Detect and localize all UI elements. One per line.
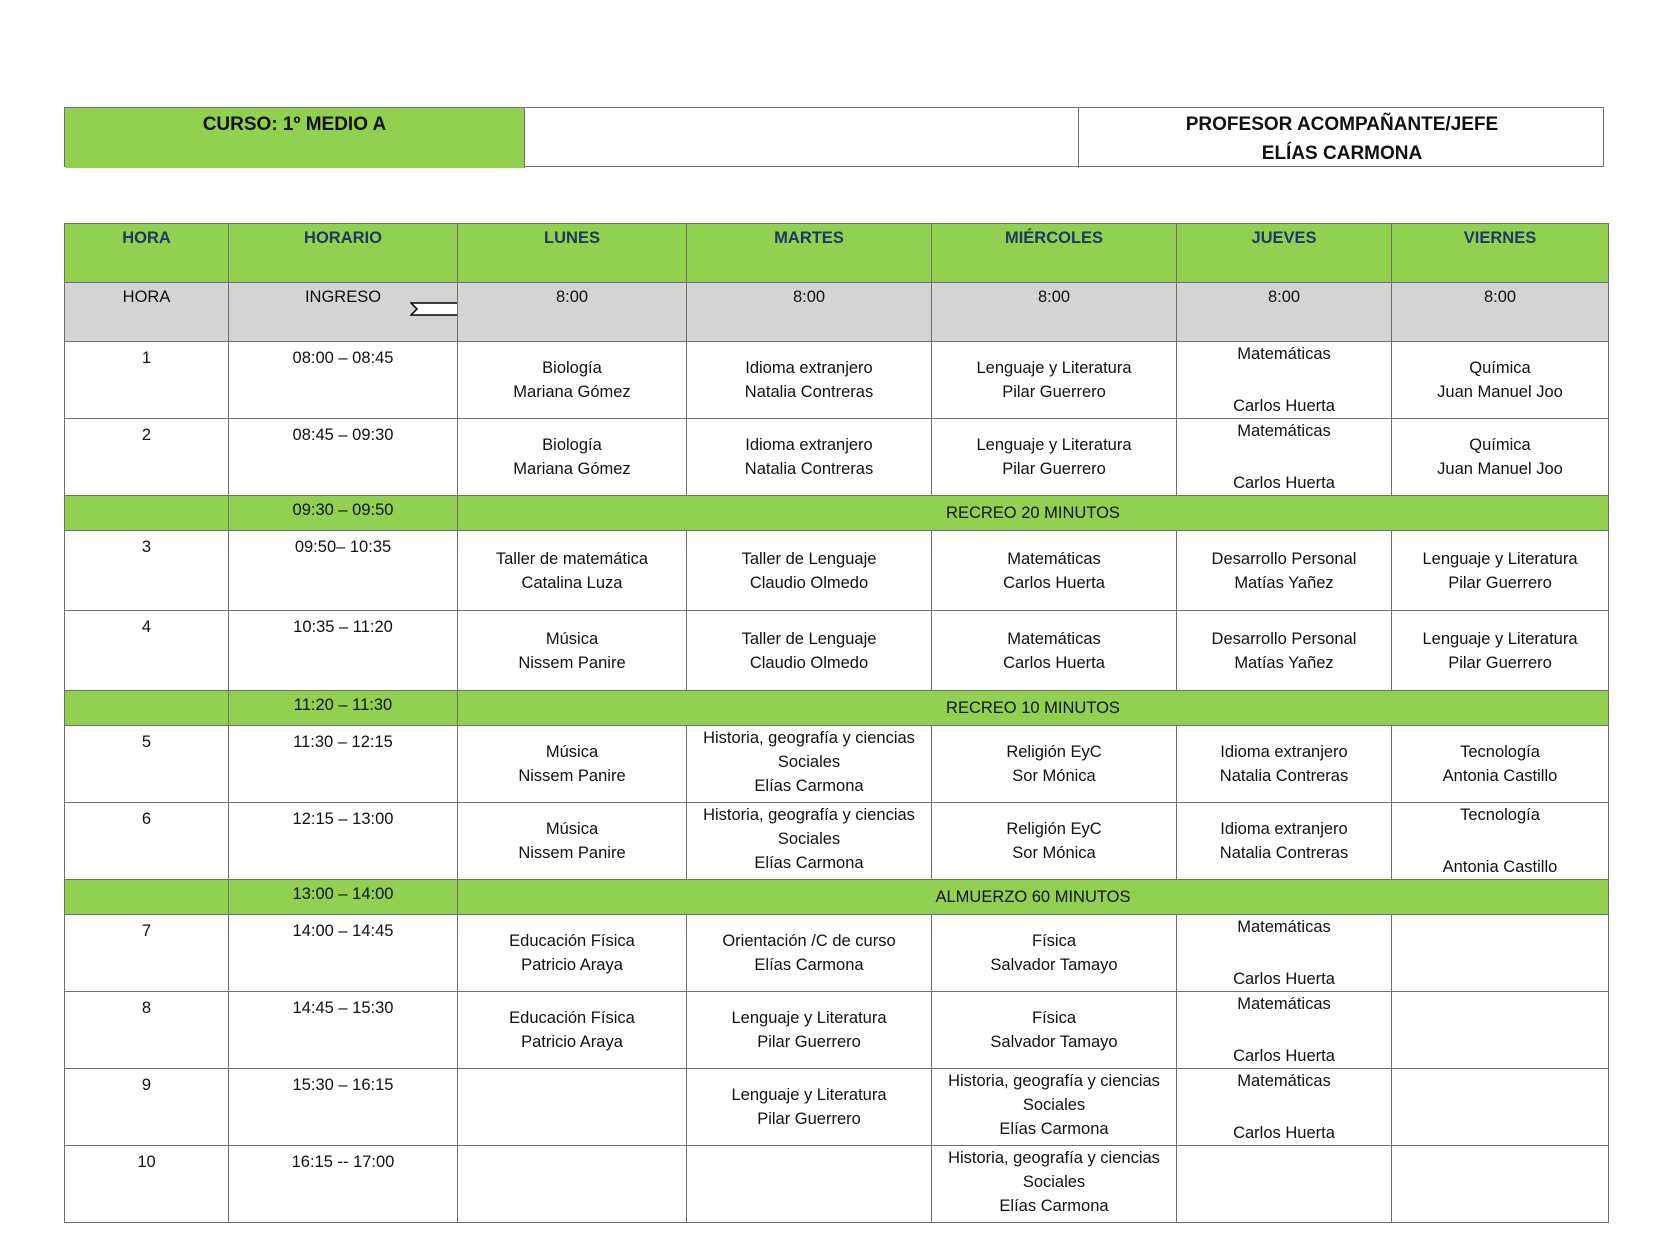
subject-name: Lenguaje y Literatura xyxy=(731,1009,887,1027)
teacher-name: Mariana Gómez xyxy=(513,460,631,478)
class-cell-lunes xyxy=(458,803,687,880)
class-cell-martes xyxy=(687,611,932,691)
teacher-name: Nissem Panire xyxy=(518,653,626,672)
period-time: 08:00 – 08:45 xyxy=(229,342,458,419)
ingreso-time-martes: 8:00 xyxy=(687,283,932,342)
recess-row xyxy=(65,880,1609,915)
recess-time: 09:30 – 09:50 xyxy=(229,496,458,531)
teacher-name: Carlos Huerta xyxy=(1233,1047,1335,1065)
class-cell-jueves xyxy=(1177,611,1392,691)
teacher-name: Mariana Gómez xyxy=(513,383,631,401)
teacher-name: Patricio Araya xyxy=(521,956,623,974)
class-cell-miercoles xyxy=(932,803,1177,880)
col-header-lunes: LUNES xyxy=(458,224,687,283)
teacher-name: Pilar Guerrero xyxy=(1002,383,1106,401)
class-cell-lunes xyxy=(458,419,687,496)
subject-name: Biología xyxy=(542,436,602,454)
col-header-viernes: VIERNES xyxy=(1392,224,1609,283)
subject-name: Música xyxy=(545,820,599,838)
teacher-name: Carlos Huerta xyxy=(1233,397,1335,415)
period-row xyxy=(65,419,1609,496)
class-cell-martes xyxy=(687,419,932,496)
period-time: 16:15 -- 17:00 xyxy=(229,1146,458,1223)
class-cell-martes xyxy=(687,992,932,1069)
period-time: 14:00 – 14:45 xyxy=(229,915,458,992)
schedule-table xyxy=(64,223,1609,1223)
ingreso-row xyxy=(65,283,1609,342)
teacher-name: Elías Carmona xyxy=(754,777,864,795)
class-cell-lunes xyxy=(458,726,687,803)
class-cell-miercoles xyxy=(932,342,1177,419)
class-cell-viernes xyxy=(1392,726,1609,803)
recess-hora-cell xyxy=(65,496,229,531)
class-cell-viernes xyxy=(1392,419,1609,496)
ingreso-time-viernes: 8:00 xyxy=(1392,283,1609,342)
teacher-name: Carlos Huerta xyxy=(1003,653,1105,672)
subject-name: Física xyxy=(1031,1009,1076,1027)
class-cell-jueves xyxy=(1177,992,1392,1069)
teacher-name: Elías Carmona xyxy=(754,956,864,974)
class-cell-martes xyxy=(687,726,932,803)
period-number: 3 xyxy=(65,531,229,611)
class-cell-viernes xyxy=(1392,611,1609,691)
ingreso-time-miercoles: 8:00 xyxy=(932,283,1177,342)
subject-name: Matemáticas xyxy=(1237,995,1331,1013)
subject-name: Lenguaje y Literatura xyxy=(1422,629,1578,648)
period-time: 10:35 – 11:20 xyxy=(229,611,458,691)
class-cell-miercoles xyxy=(932,992,1177,1069)
teacher-name: Antonia Castillo xyxy=(1442,767,1558,785)
class-cell-miercoles xyxy=(932,611,1177,691)
period-number: 10 xyxy=(65,1146,229,1223)
teacher-name: ELÍAS CARMONA xyxy=(1261,143,1423,164)
subject-name: Historia, geografía y ciencias xyxy=(703,806,915,824)
class-cell-lunes xyxy=(458,915,687,992)
period-time: 09:50– 10:35 xyxy=(229,531,458,611)
teacher-name: Juan Manuel Joo xyxy=(1437,460,1563,478)
subject-name: Lenguaje y Literatura xyxy=(976,436,1132,454)
class-cell-jueves xyxy=(1177,803,1392,880)
period-row xyxy=(65,915,1609,992)
teacher-name: Carlos Huerta xyxy=(1003,573,1105,592)
subject-name: Sociales xyxy=(1022,1173,1086,1191)
teacher-name: Patricio Araya xyxy=(521,1033,623,1051)
teacher-info xyxy=(1079,108,1605,168)
subject-name: Biología xyxy=(542,359,602,377)
subject-name: Matemáticas xyxy=(1237,1072,1331,1090)
ingreso-time-lunes: 8:00 xyxy=(458,283,687,342)
teacher-name: Sor Mónica xyxy=(1012,844,1096,862)
period-time: 14:45 – 15:30 xyxy=(229,992,458,1069)
teacher-name: Nissem Panire xyxy=(518,767,626,785)
subject-name: Educación Física xyxy=(509,1009,635,1027)
subject-name: Química xyxy=(1469,436,1531,454)
class-cell-martes xyxy=(687,1069,932,1146)
teacher-name: Pilar Guerrero xyxy=(1448,573,1552,592)
class-cell-lunes xyxy=(458,342,687,419)
subject-name: Matemáticas xyxy=(1237,918,1331,936)
recess-row xyxy=(65,691,1609,726)
col-header-miercoles: MIÉRCOLES xyxy=(932,224,1177,283)
teacher-name: Juan Manuel Joo xyxy=(1437,383,1563,401)
col-header-martes: MARTES xyxy=(687,224,932,283)
teacher-name: Matías Yañez xyxy=(1234,573,1334,592)
teacher-name: Matías Yañez xyxy=(1234,653,1334,672)
ingreso-hora: HORA xyxy=(65,283,229,342)
class-cell-jueves xyxy=(1177,1069,1392,1146)
recess-time: 11:20 – 11:30 xyxy=(229,691,458,726)
class-cell-viernes xyxy=(1392,531,1609,611)
subject-name: Tecnología xyxy=(1460,806,1540,824)
subject-name: Tecnología xyxy=(1460,743,1540,761)
subject-name: Música xyxy=(545,743,599,761)
recess-label: ALMUERZO 60 MINUTOS xyxy=(458,880,1609,915)
class-cell-lunes xyxy=(458,611,687,691)
subject-name: Historia, geografía y ciencias xyxy=(703,729,915,747)
recess-hora-cell xyxy=(65,880,229,915)
subject-name: Taller de Lenguaje xyxy=(741,549,877,568)
teacher-title: PROFESOR ACOMPAÑANTE/JEFE xyxy=(1185,114,1499,135)
period-row xyxy=(65,726,1609,803)
subject-name: Matemáticas xyxy=(1237,422,1331,440)
teacher-name: Elías Carmona xyxy=(999,1197,1109,1215)
teacher-name: Antonia Castillo xyxy=(1442,858,1558,876)
subject-name: Química xyxy=(1469,359,1531,377)
period-number: 4 xyxy=(65,611,229,691)
class-cell-jueves xyxy=(1177,419,1392,496)
class-cell-jueves xyxy=(1177,915,1392,992)
subject-name: Idioma extranjero xyxy=(745,359,873,377)
teacher-name: Pilar Guerrero xyxy=(757,1033,861,1051)
teacher-name: Catalina Luza xyxy=(521,573,623,592)
teacher-name: Pilar Guerrero xyxy=(1002,460,1106,478)
class-cell-miercoles xyxy=(932,726,1177,803)
class-cell-jueves xyxy=(1177,342,1392,419)
subject-name: Orientación /C de curso xyxy=(722,932,896,950)
subject-name: Religión EyC xyxy=(1006,820,1102,838)
class-cell-miercoles xyxy=(932,1146,1177,1223)
course-title: CURSO: 1º MEDIO A xyxy=(65,108,525,168)
class-cell-lunes xyxy=(458,992,687,1069)
class-cell-viernes xyxy=(1392,992,1609,1069)
recess-label: RECREO 20 MINUTOS xyxy=(458,496,1609,531)
subject-name: Sociales xyxy=(777,753,841,771)
subject-name: Idioma extranjero xyxy=(1220,743,1348,761)
period-time: 12:15 – 13:00 xyxy=(229,803,458,880)
subject-name: Matemáticas xyxy=(1007,629,1101,648)
recess-hora-cell xyxy=(65,691,229,726)
class-cell-viernes xyxy=(1392,342,1609,419)
teacher-name: Carlos Huerta xyxy=(1233,970,1335,988)
period-time: 11:30 – 12:15 xyxy=(229,726,458,803)
class-cell-lunes xyxy=(458,1146,687,1223)
class-cell-martes xyxy=(687,915,932,992)
teacher-name: Natalia Contreras xyxy=(744,383,874,401)
class-cell-lunes xyxy=(458,1069,687,1146)
subject-name: Idioma extranjero xyxy=(1220,820,1348,838)
subject-name: Historia, geografía y ciencias xyxy=(948,1072,1160,1090)
subject-name: Sociales xyxy=(777,830,841,848)
class-cell-miercoles xyxy=(932,531,1177,611)
header-row xyxy=(65,224,1609,283)
subject-name: Historia, geografía y ciencias xyxy=(948,1149,1160,1167)
period-time: 15:30 – 16:15 xyxy=(229,1069,458,1146)
subject-name: Lenguaje y Literatura xyxy=(731,1086,887,1104)
class-cell-miercoles xyxy=(932,419,1177,496)
teacher-name: Pilar Guerrero xyxy=(757,1110,861,1128)
teacher-name: Claudio Olmedo xyxy=(749,653,869,672)
period-row xyxy=(65,992,1609,1069)
period-row xyxy=(65,531,1609,611)
teacher-name: Natalia Contreras xyxy=(1219,767,1349,785)
header-blank-cell xyxy=(525,108,1079,168)
class-cell-jueves xyxy=(1177,531,1392,611)
class-cell-viernes xyxy=(1392,1069,1609,1146)
subject-name: Lenguaje y Literatura xyxy=(1422,549,1578,568)
class-cell-martes xyxy=(687,1146,932,1223)
subject-name: Taller de Lenguaje xyxy=(741,629,877,648)
class-cell-martes xyxy=(687,531,932,611)
period-number: 7 xyxy=(65,915,229,992)
period-row xyxy=(65,611,1609,691)
class-cell-jueves xyxy=(1177,1146,1392,1223)
ingreso-time-jueves: 8:00 xyxy=(1177,283,1392,342)
subject-name: Matemáticas xyxy=(1007,549,1101,568)
class-cell-jueves xyxy=(1177,726,1392,803)
subject-name: Matemáticas xyxy=(1237,345,1331,363)
teacher-name: Salvador Tamayo xyxy=(990,956,1118,974)
teacher-name: Elías Carmona xyxy=(999,1120,1109,1138)
period-number: 9 xyxy=(65,1069,229,1146)
class-cell-miercoles xyxy=(932,915,1177,992)
teacher-name: Carlos Huerta xyxy=(1233,474,1335,492)
subject-name: Música xyxy=(545,629,599,648)
subject-name: Física xyxy=(1031,932,1076,950)
period-number: 2 xyxy=(65,419,229,496)
period-row xyxy=(65,1069,1609,1146)
col-header-horario: HORARIO xyxy=(229,224,458,283)
course-header xyxy=(64,107,1604,167)
class-cell-miercoles xyxy=(932,1069,1177,1146)
recess-time: 13:00 – 14:00 xyxy=(229,880,458,915)
class-cell-lunes xyxy=(458,531,687,611)
period-row xyxy=(65,342,1609,419)
recess-label: RECREO 10 MINUTOS xyxy=(458,691,1609,726)
period-number: 1 xyxy=(65,342,229,419)
class-cell-martes xyxy=(687,803,932,880)
ingreso-cell xyxy=(229,283,458,342)
subject-name: Religión EyC xyxy=(1006,743,1102,761)
teacher-name: Nissem Panire xyxy=(518,844,626,862)
class-cell-viernes xyxy=(1392,803,1609,880)
teacher-name: Pilar Guerrero xyxy=(1448,653,1552,672)
teacher-name: Sor Mónica xyxy=(1012,767,1096,785)
class-cell-viernes xyxy=(1392,915,1609,992)
ingreso-label: INGRESO xyxy=(304,288,382,306)
period-time: 08:45 – 09:30 xyxy=(229,419,458,496)
teacher-name: Claudio Olmedo xyxy=(749,573,869,592)
recess-row xyxy=(65,496,1609,531)
period-number: 6 xyxy=(65,803,229,880)
class-cell-martes xyxy=(687,342,932,419)
subject-name: Desarrollo Personal xyxy=(1211,629,1357,648)
subject-name: Idioma extranjero xyxy=(745,436,873,454)
teacher-name: Carlos Huerta xyxy=(1233,1124,1335,1142)
teacher-name: Natalia Contreras xyxy=(1219,844,1349,862)
period-number: 8 xyxy=(65,992,229,1069)
col-header-jueves: JUEVES xyxy=(1177,224,1392,283)
teacher-name: Elías Carmona xyxy=(754,854,864,872)
subject-name: Lenguaje y Literatura xyxy=(976,359,1132,377)
period-row xyxy=(65,803,1609,880)
col-header-hora: HORA xyxy=(65,224,229,283)
teacher-name: Natalia Contreras xyxy=(744,460,874,478)
period-row xyxy=(65,1146,1609,1223)
subject-name: Taller de matemática xyxy=(495,549,649,568)
arrow-right-icon xyxy=(410,293,458,325)
subject-name: Educación Física xyxy=(509,932,635,950)
subject-name: Desarrollo Personal xyxy=(1211,549,1357,568)
teacher-name: Salvador Tamayo xyxy=(990,1033,1118,1051)
subject-name: Sociales xyxy=(1022,1096,1086,1114)
period-number: 5 xyxy=(65,726,229,803)
class-cell-viernes xyxy=(1392,1146,1609,1223)
